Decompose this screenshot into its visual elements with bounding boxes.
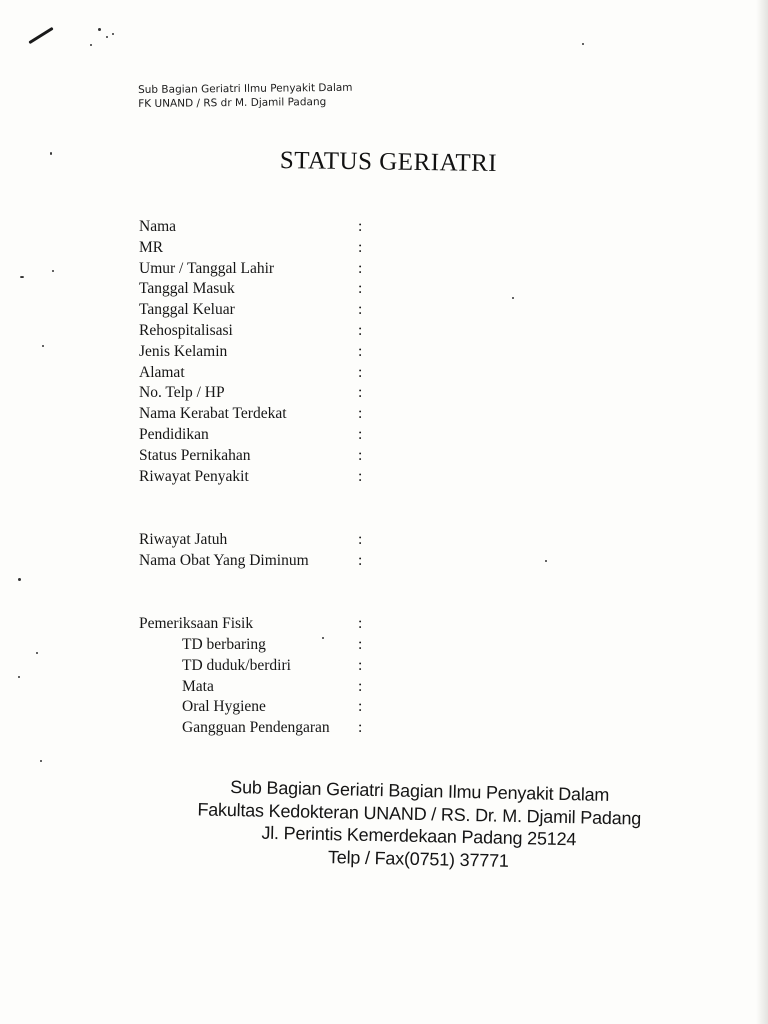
field-colon: : [358, 301, 363, 318]
field-td-duduk-berdiri [139, 656, 379, 676]
field-colon: : [358, 657, 363, 674]
speck [545, 560, 547, 562]
field-label: Rehospitalisasi [139, 322, 233, 339]
field-nama-obat [139, 551, 379, 571]
field-label: Nama [139, 218, 177, 235]
field-colon: : [358, 280, 363, 297]
field-colon: : [358, 322, 363, 339]
speck [42, 345, 44, 347]
field-colon: : [358, 531, 363, 548]
field-rehospitalisasi [139, 321, 379, 341]
field-label: Gangguan Pendengaran [182, 719, 330, 736]
field-colon: : [358, 218, 363, 235]
field-mata [139, 677, 379, 697]
form-fields [139, 0, 439, 1024]
field-pemeriksaan-fisik [139, 614, 379, 634]
speck [512, 297, 514, 299]
header-line-1: Sub Bagian Geriatri Ilmu Penyakit Dalam [138, 81, 353, 96]
speck [52, 270, 54, 272]
field-colon: : [358, 678, 363, 695]
field-riwayat-penyakit [139, 467, 379, 487]
field-colon: : [358, 405, 363, 422]
field-tanggal-keluar [139, 300, 379, 320]
field-label: Mata [182, 678, 214, 695]
field-colon: : [358, 719, 363, 736]
speck [106, 36, 108, 38]
field-colon: : [358, 698, 363, 715]
field-label: Nama Obat Yang Diminum [139, 552, 309, 569]
speck [18, 676, 20, 678]
field-colon: : [358, 426, 363, 443]
field-label: Tanggal Keluar [139, 301, 235, 318]
footer-line-2: Fakultas Kedokteran UNAND / RS. Dr. M. Djamil Padang [197, 798, 642, 829]
speck [40, 760, 42, 762]
field-label: Pemeriksaan Fisik [139, 615, 254, 632]
footer-line-3: Jl. Perintis Kemerdekaan Padang 25124 [261, 822, 577, 850]
field-label: Status Pernikahan [139, 447, 251, 464]
field-umur-tanggal-lahir [139, 259, 379, 279]
field-label: Umur / Tanggal Lahir [139, 260, 275, 277]
speck [582, 43, 584, 45]
field-colon: : [358, 239, 363, 256]
field-jenis-kelamin [139, 342, 379, 362]
field-label: Nama Kerabat Terdekat [139, 405, 287, 422]
field-status-pernikahan [139, 446, 379, 466]
field-label: Riwayat Penyakit [139, 468, 249, 485]
field-label: No. Telp / HP [139, 384, 225, 401]
field-mr [139, 238, 379, 258]
document-title: STATUS GERIATRI [279, 147, 498, 178]
field-label: Oral Hygiene [182, 698, 266, 715]
speck [98, 28, 101, 31]
field-nama [139, 217, 379, 237]
field-label: Pendidikan [139, 426, 209, 443]
institution-footer [148, 774, 690, 875]
speck [36, 652, 38, 654]
field-colon: : [358, 636, 363, 653]
page-edge-shadow [756, 0, 768, 1024]
field-alamat [139, 363, 379, 383]
speck [50, 152, 52, 155]
field-label: Alamat [139, 364, 185, 381]
field-colon: : [358, 615, 363, 632]
field-gangguan-pendengaran [139, 718, 379, 738]
field-pendidikan [139, 425, 379, 445]
field-nama-kerabat [139, 404, 379, 424]
field-label: TD duduk/berdiri [182, 657, 291, 674]
field-colon: : [358, 468, 363, 485]
footer-line-1: Sub Bagian Geriatri Bagian Ilmu Penyakit Dalam [230, 777, 610, 805]
field-colon: : [358, 364, 363, 381]
pen-mark [28, 27, 53, 44]
speck [90, 44, 92, 46]
field-label: MR [139, 239, 164, 256]
field-label: Tanggal Masuk [139, 280, 235, 297]
field-colon: : [358, 384, 363, 401]
field-label: Riwayat Jatuh [139, 531, 228, 548]
field-label: Jenis Kelamin [139, 343, 228, 360]
field-oral-hygiene [139, 697, 379, 717]
field-td-berbaring [139, 635, 379, 655]
field-colon: : [358, 552, 363, 569]
field-colon: : [358, 447, 363, 464]
speck [18, 578, 21, 581]
field-riwayat-jatuh [139, 530, 379, 550]
field-colon: : [358, 260, 363, 277]
header-line-2: FK UNAND / RS dr M. Djamil Padang [138, 96, 327, 110]
footer-line-4: Telp / Fax(0751) 37771 [327, 846, 509, 871]
field-tanggal-masuk [139, 279, 379, 299]
field-label: TD berbaring [182, 636, 266, 653]
field-colon: : [358, 343, 363, 360]
field-no-telp [139, 383, 379, 403]
speck [112, 33, 114, 35]
speck [20, 276, 24, 278]
